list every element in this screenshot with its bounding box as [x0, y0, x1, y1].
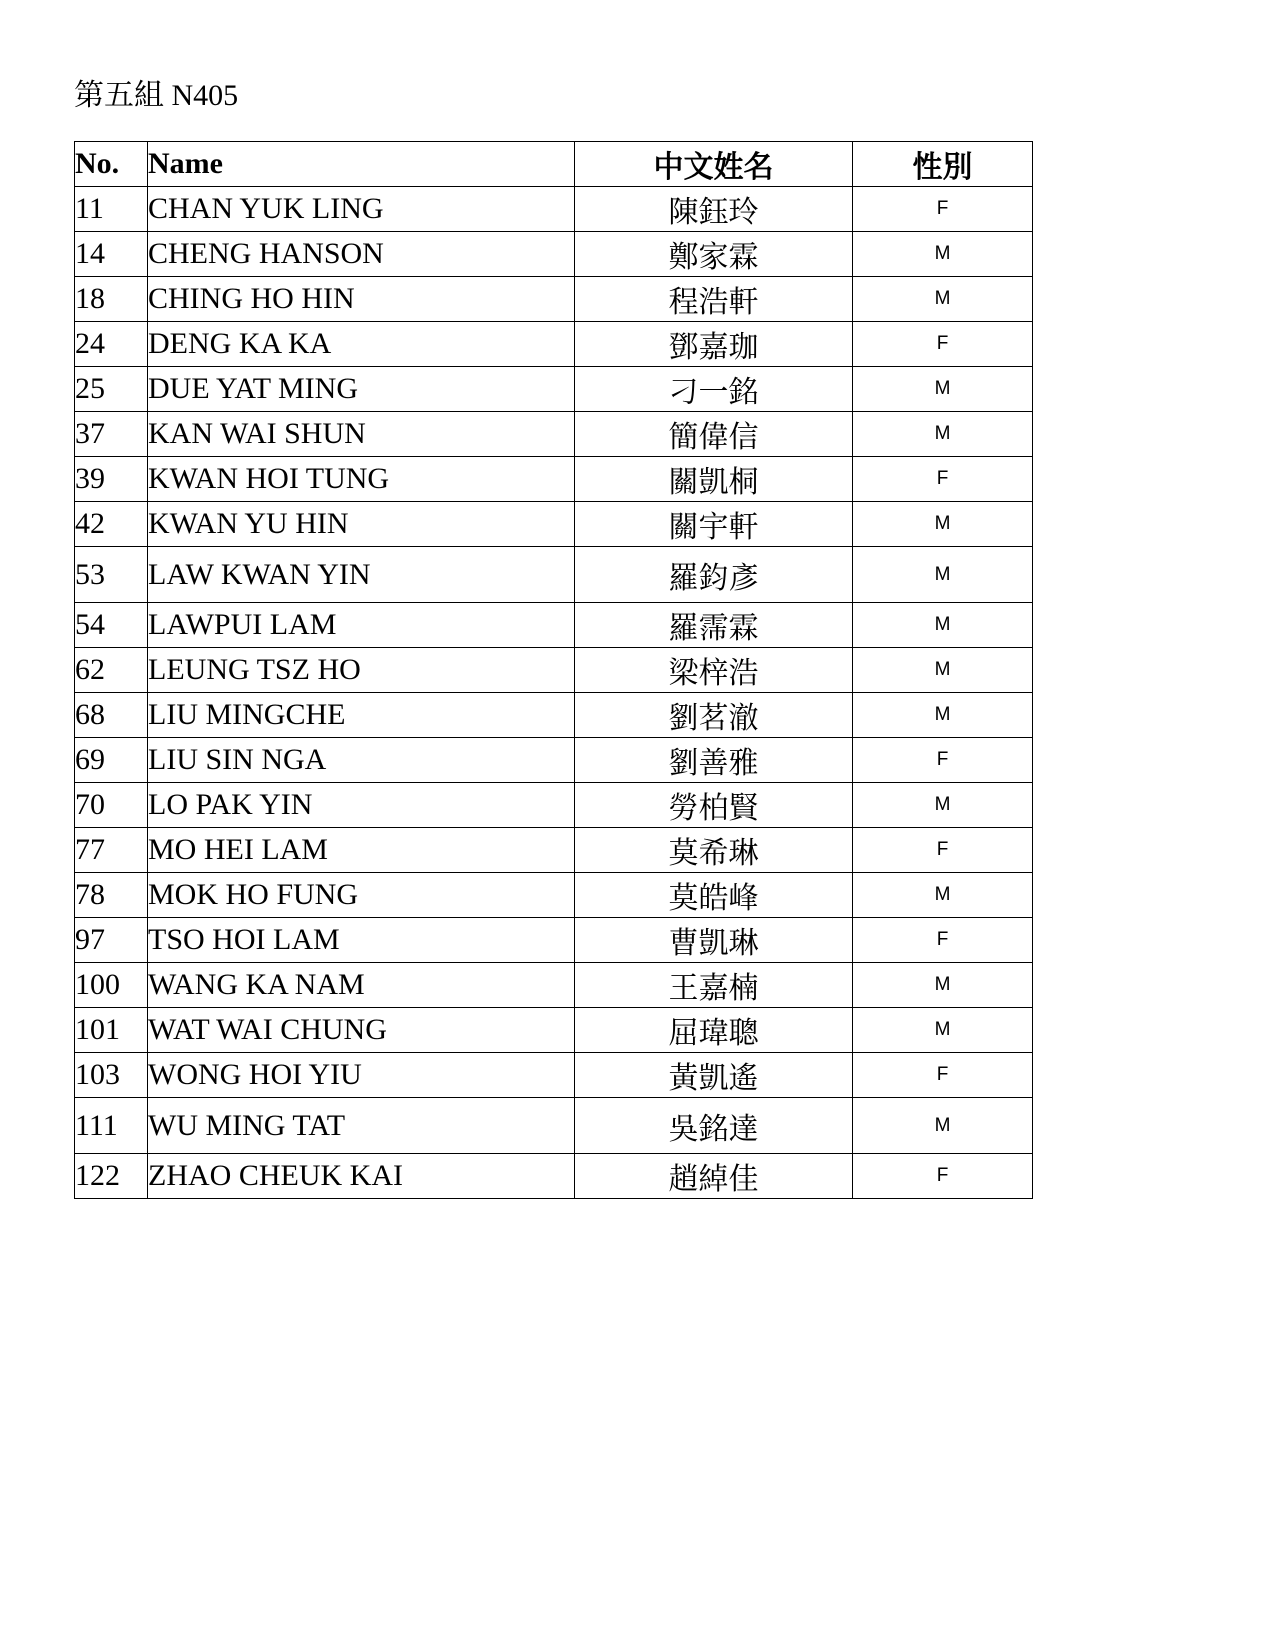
cell-no: 42: [75, 502, 148, 547]
cell-name: LEUNG TSZ HO: [148, 648, 575, 693]
cell-no: 14: [75, 232, 148, 277]
cell-no: 103: [75, 1053, 148, 1098]
table-row: [75, 963, 1033, 1008]
table-row: [75, 412, 1033, 457]
table-row: [75, 873, 1033, 918]
table-row: [75, 603, 1033, 648]
cell-name: LO PAK YIN: [148, 783, 575, 828]
cell-chinese-name: 吳銘達: [575, 1098, 853, 1154]
cell-gender: M: [853, 963, 1033, 1008]
table-row: [75, 1008, 1033, 1053]
cell-chinese-name: 羅鈞彥: [575, 547, 853, 603]
cell-chinese-name: 鄧嘉珈: [575, 322, 853, 367]
cell-chinese-name: 莫皓峰: [575, 873, 853, 918]
table-row: [75, 783, 1033, 828]
cell-chinese-name: 勞柏賢: [575, 783, 853, 828]
cell-no: 77: [75, 828, 148, 873]
cell-chinese-name: 劉善雅: [575, 738, 853, 783]
cell-gender: M: [853, 232, 1033, 277]
table-row: [75, 502, 1033, 547]
cell-name: TSO HOI LAM: [148, 918, 575, 963]
cell-name: LIU SIN NGA: [148, 738, 575, 783]
cell-no: 100: [75, 963, 148, 1008]
cell-no: 25: [75, 367, 148, 412]
cell-gender: M: [853, 873, 1033, 918]
cell-gender: M: [853, 547, 1033, 603]
cell-no: 97: [75, 918, 148, 963]
cell-name: MOK HO FUNG: [148, 873, 575, 918]
cell-name: CHENG HANSON: [148, 232, 575, 277]
cell-chinese-name: 趙綽佳: [575, 1154, 853, 1199]
cell-no: 53: [75, 547, 148, 603]
cell-chinese-name: 梁梓浩: [575, 648, 853, 693]
cell-name: WAT WAI CHUNG: [148, 1008, 575, 1053]
cell-chinese-name: 程浩軒: [575, 277, 853, 322]
cell-no: 39: [75, 457, 148, 502]
cell-no: 37: [75, 412, 148, 457]
cell-name: KWAN HOI TUNG: [148, 457, 575, 502]
cell-gender: F: [853, 322, 1033, 367]
cell-gender: M: [853, 603, 1033, 648]
cell-name: LAWPUI LAM: [148, 603, 575, 648]
cell-gender: M: [853, 412, 1033, 457]
cell-no: 122: [75, 1154, 148, 1199]
cell-name: MO HEI LAM: [148, 828, 575, 873]
table-row: [75, 1154, 1033, 1199]
cell-gender: M: [853, 502, 1033, 547]
table-row: [75, 187, 1033, 232]
table-row: [75, 648, 1033, 693]
cell-chinese-name: 刁一銘: [575, 367, 853, 412]
cell-no: 18: [75, 277, 148, 322]
cell-gender: M: [853, 1008, 1033, 1053]
cell-no: 69: [75, 738, 148, 783]
cell-name: WONG HOI YIU: [148, 1053, 575, 1098]
cell-name: CHING HO HIN: [148, 277, 575, 322]
cell-gender: F: [853, 738, 1033, 783]
cell-gender: F: [853, 1053, 1033, 1098]
cell-no: 78: [75, 873, 148, 918]
cell-name: LIU MINGCHE: [148, 693, 575, 738]
cell-chinese-name: 黃凱遙: [575, 1053, 853, 1098]
table-row: [75, 738, 1033, 783]
table-header-row: [75, 142, 1033, 187]
cell-chinese-name: 鄭家霖: [575, 232, 853, 277]
header-no: No.: [75, 142, 148, 187]
cell-chinese-name: 簡偉信: [575, 412, 853, 457]
cell-name: ZHAO CHEUK KAI: [148, 1154, 575, 1199]
table-row: [75, 1098, 1033, 1154]
cell-gender: M: [853, 783, 1033, 828]
cell-gender: F: [853, 828, 1033, 873]
table-row: [75, 367, 1033, 412]
cell-gender: M: [853, 277, 1033, 322]
table-row: [75, 457, 1033, 502]
cell-no: 70: [75, 783, 148, 828]
table-row: [75, 547, 1033, 603]
cell-gender: F: [853, 457, 1033, 502]
cell-name: WANG KA NAM: [148, 963, 575, 1008]
cell-no: 24: [75, 322, 148, 367]
cell-no: 111: [75, 1098, 148, 1154]
cell-name: KWAN YU HIN: [148, 502, 575, 547]
cell-gender: M: [853, 367, 1033, 412]
table-row: [75, 828, 1033, 873]
cell-chinese-name: 羅霈霖: [575, 603, 853, 648]
cell-gender: M: [853, 648, 1033, 693]
header-gender: 性別: [853, 142, 1033, 187]
table-row: [75, 277, 1033, 322]
cell-chinese-name: 曹凱琳: [575, 918, 853, 963]
cell-name: CHAN YUK LING: [148, 187, 575, 232]
cell-no: 11: [75, 187, 148, 232]
cell-gender: F: [853, 1154, 1033, 1199]
student-roster-table: [74, 141, 1033, 1199]
header-chinese-name: 中文姓名: [575, 142, 853, 187]
cell-gender: M: [853, 1098, 1033, 1154]
cell-chinese-name: 屈瑋聰: [575, 1008, 853, 1053]
cell-gender: M: [853, 693, 1033, 738]
cell-gender: F: [853, 918, 1033, 963]
cell-name: WU MING TAT: [148, 1098, 575, 1154]
cell-chinese-name: 關凱桐: [575, 457, 853, 502]
header-name: Name: [148, 142, 575, 187]
cell-no: 68: [75, 693, 148, 738]
cell-no: 101: [75, 1008, 148, 1053]
cell-no: 62: [75, 648, 148, 693]
cell-name: DENG KA KA: [148, 322, 575, 367]
cell-chinese-name: 莫希琳: [575, 828, 853, 873]
cell-name: LAW KWAN YIN: [148, 547, 575, 603]
cell-gender: F: [853, 187, 1033, 232]
cell-name: DUE YAT MING: [148, 367, 575, 412]
table-row: [75, 693, 1033, 738]
cell-name: KAN WAI SHUN: [148, 412, 575, 457]
table-row: [75, 1053, 1033, 1098]
table-row: [75, 322, 1033, 367]
cell-chinese-name: 關宇軒: [575, 502, 853, 547]
table-row: [75, 232, 1033, 277]
cell-chinese-name: 劉茗澈: [575, 693, 853, 738]
table-row: [75, 918, 1033, 963]
cell-no: 54: [75, 603, 148, 648]
cell-chinese-name: 王嘉楠: [575, 963, 853, 1008]
page-title: 第五組 N405: [74, 79, 239, 112]
cell-chinese-name: 陳鈺玲: [575, 187, 853, 232]
